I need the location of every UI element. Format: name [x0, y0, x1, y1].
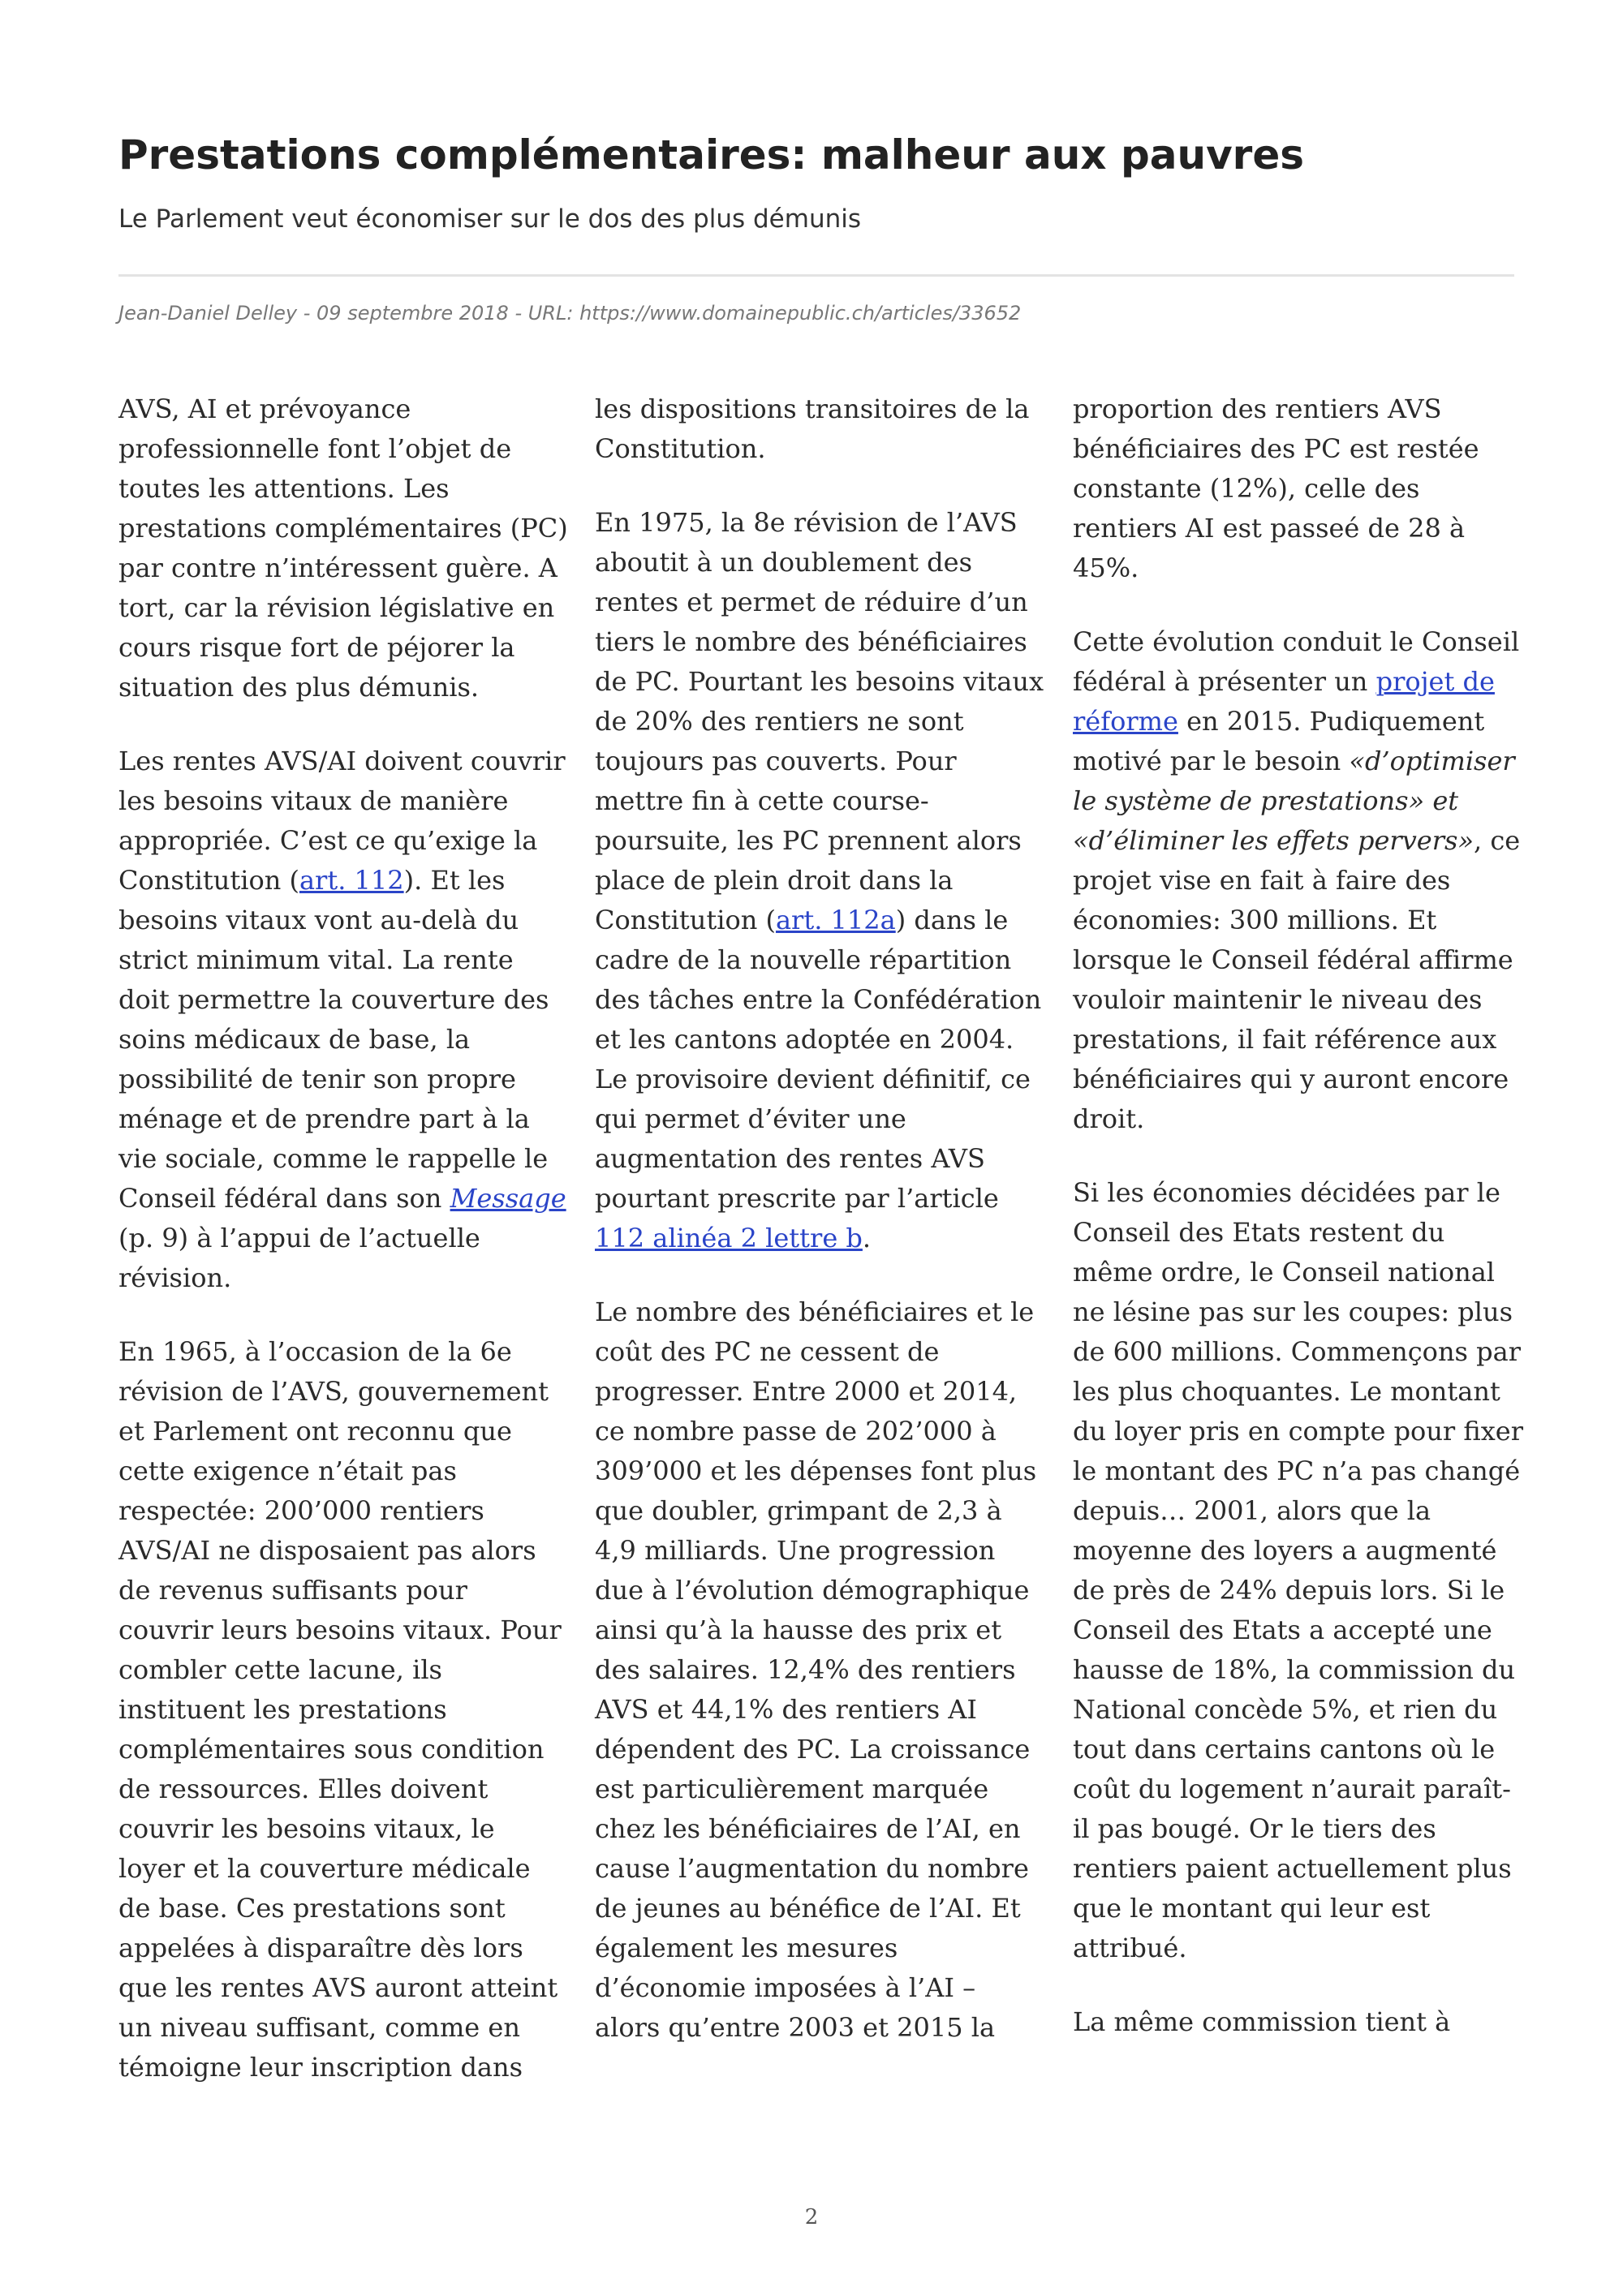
link-112-alinea-2[interactable]: 112 alinéa 2 lettre b	[595, 1223, 863, 1253]
text-run: ) dans le cadre de la nouvelle répartition des tâches entre la Confédération et les cantons adoptée en 2004. Le provisoire devient définitif, ce qui permet d’éviter une augmentation des rentes AVS pourtant prescrite par l’article	[595, 905, 1042, 1214]
text-column-3	[1073, 389, 1523, 2076]
paragraph: La même commission tient à	[1073, 2006, 1451, 2037]
article-title: Prestations complémentaires: malheur aux pauvres	[118, 131, 1305, 178]
paragraph: proportion des rentiers AVS bénéficiaires des PC est restée constante (12%), celle des rentiers AI est passeé de 28 à 45%.	[1073, 393, 1479, 583]
text-run: Les rentes AVS/AI doivent couvrir les besoins vitaux de manière appropriée. C’est ce qu’exige la Constitution (	[118, 746, 566, 896]
article-subtitle: Le Parlement veut économiser sur le dos des plus démunis	[118, 204, 861, 234]
link-art-112[interactable]: art. 112	[299, 865, 404, 896]
text-run: Cette évolution conduit le Conseil fédéral à présenter un	[1073, 626, 1520, 697]
text-column-1	[118, 389, 569, 2122]
paragraph	[595, 503, 1045, 1258]
paragraph	[118, 742, 569, 1298]
text-run: ). Et les besoins vitaux vont au-delà du strict minimum vital. La rente doit permettre la couverture des soins médicaux de base, la possibilité de tenir son propre ménage et de prendre part à la vie sociale, comme le rappelle le Conseil fédéral dans son	[118, 865, 549, 1214]
paragraph	[1073, 622, 1523, 1139]
text-run: .	[862, 1223, 872, 1253]
text-run: En 1975, la 8e révision de l’AVS aboutit à un doublement des rentes et permet de réduire d’un tiers le nombre des bénéficiaires de PC. Pourtant les besoins vitaux de 20% des rentiers ne sont toujours pas couverts. Pour mettre fin à cette course-poursuite, les PC prennent alors place de plein droit dans la Constitution (	[595, 507, 1044, 935]
article-meta: Jean-Daniel Delley - 09 septembre 2018 - URL: https://www.domainepublic.ch/articles/33652	[118, 302, 1022, 325]
link-art-112a[interactable]: art. 112a	[775, 905, 896, 935]
header-divider	[118, 274, 1514, 277]
paragraph: les dispositions transitoires de la Constitution.	[595, 393, 1030, 464]
paragraph: En 1965, à l’occasion de la 6e révision de l’AVS, gouvernement et Parlement ont reconnu que cette exigence n’était pas respectée: 200’000 rentiers AVS/AI ne disposaient pas alors de revenus suffisants pour couvrir leurs besoins vitaux. Pour combler cette lacune, ils instituent les prestations complémentaires sous condition de ressources. Elles doivent couvrir les besoins vitaux, le loyer et la couverture médicale de base. Ces prestations sont appelées à disparaître dès lors que les rentes AVS auront atteint un niveau suffisant, comme en témoigne leur inscription dans	[118, 1336, 562, 2083]
text-run: en 2015. Pudiquement motivé par le besoin	[1073, 706, 1485, 776]
link-projet-de-reforme[interactable]: projet de réforme	[1073, 666, 1495, 737]
quoted-text: «d’optimiser le système de prestations» et «d’éliminer les effets pervers»	[1073, 746, 1515, 856]
paragraph: Le nombre des bénéficiaires et le coût des PC ne cessent de progresser. Entre 2000 et 2014, ce nombre passe de 202’000 à 309’000 et les dépenses font plus que doubler, grimpant de 2,3 à 4,9 milliards. Une progression due à l’évolution démographique ainsi qu’à la hausse des prix et des salaires. 12,4% des rentiers AVS et 44,1% des rentiers AI dépendent des PC. La croissance est particulièrement marquée chez les bénéficiaires de l’AI, en cause l’augmentation du nombre de jeunes au bénéfice de l’AI. Et également les mesures d’économie imposées à l’AI – alors qu’entre 2003 et 2015 la	[595, 1296, 1037, 2043]
paragraph: AVS, AI et prévoyance professionnelle font l’objet de toutes les attentions. Les prestations complémentaires (PC) par contre n’intéressent guère. A tort, car la révision législative en cours risque fort de péjorer la situation des plus démunis.	[118, 393, 568, 703]
text-column-2	[595, 389, 1045, 2082]
link-message[interactable]: Message	[450, 1183, 566, 1214]
page-number: 2	[804, 2205, 819, 2229]
text-run: , ce projet vise en fait à faire des économies: 300 millions. Et lorsque le Conseil fédéral affirme vouloir maintenir le niveau des prestations, il fait référence aux bénéficiaires qui y auront encore droit.	[1073, 825, 1521, 1134]
paragraph: Si les économies décidées par le Conseil des Etats restent du même ordre, le Conseil national ne lésine pas sur les coupes: plus de 600 millions. Commençons par les plus choquantes. Le montant du loyer pris en compte pour fixer le montant des PC n’a pas changé depuis… 2001, alors que la moyenne des loyers a augmenté de près de 24% depuis lors. Si le Conseil des Etats a accepté une hausse de 18%, la commission du National concède 5%, et rien du tout dans certains cantons où le coût du logement n’aurait paraît-il pas bougé. Or le tiers des rentiers paient actuellement plus que le montant qui leur est attribué.	[1073, 1177, 1524, 1963]
text-run: (p. 9) à l’appui de l’actuelle révision.	[118, 1223, 480, 1293]
